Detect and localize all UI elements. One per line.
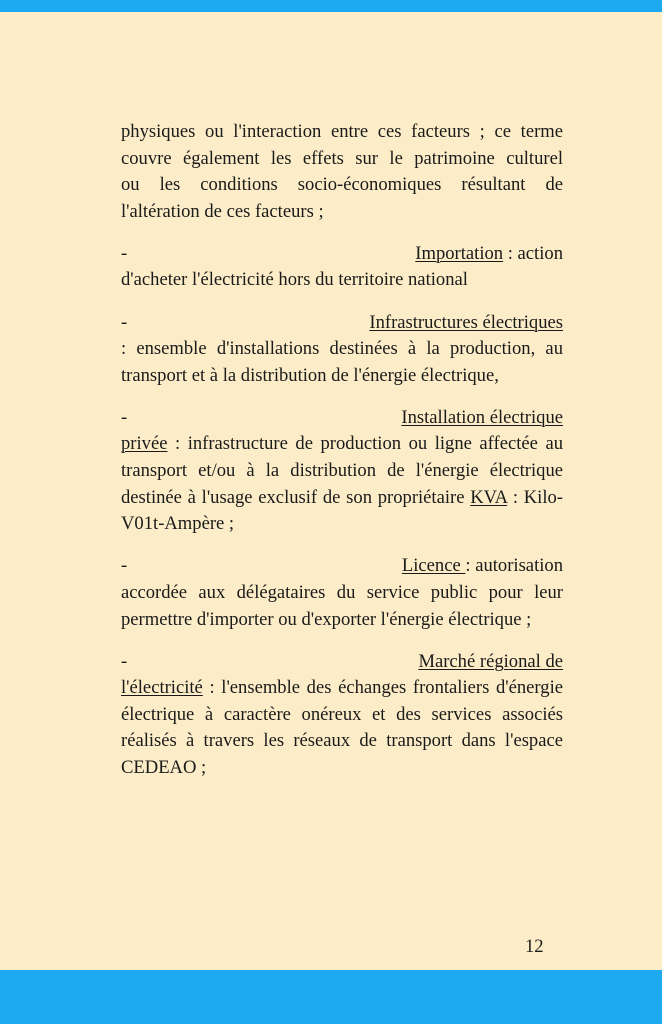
dash: - (121, 555, 128, 577)
term-rest: : action (503, 242, 563, 264)
dash: - (121, 311, 128, 333)
term-rest: : autorisation (465, 555, 563, 577)
page-number: 12 (525, 936, 544, 957)
top-bar (0, 0, 662, 12)
definition-marche (121, 649, 563, 782)
definition-installation (121, 405, 563, 538)
intro-line: physiques ou l'interaction entre ces facteurs ; ce terme (121, 121, 563, 142)
intro-line: ou les conditions socio-économiques résultant de (121, 174, 563, 196)
dash: - (121, 406, 128, 428)
intro-line: l'altération de ces facteurs ; (121, 200, 324, 222)
page-content (121, 119, 563, 797)
intro-line: couvre également les effets sur le patrimoine culturel (121, 147, 563, 169)
definition-body: privée : infrastructure de production ou ligne affectée au transport et/ou à la distribution de l'énergie électrique destinée à l'usage exclusif de son propriétaire KVA : Kilo-V01t-Ampère ; (121, 433, 563, 535)
definition-body: d'acheter l'électricité hors du territoire national (121, 269, 468, 291)
term-continued: privée (121, 433, 168, 455)
intro-paragraph (121, 119, 563, 225)
definition-infrastructures (121, 310, 563, 390)
term: Licence (401, 555, 466, 577)
term: Installation électrique (401, 406, 563, 428)
bottom-bar (0, 970, 662, 1024)
abbreviation: KVA (470, 486, 508, 508)
dash: - (121, 242, 128, 264)
definition-importation (121, 241, 563, 294)
term: Marché régional de (418, 650, 563, 672)
definition-body: : ensemble d'installations destinées à la production, au transport et à la distribution de l'énergie électrique, (121, 338, 563, 386)
definition-body: accordée aux délégataires du service public pour leur permettre d'importer ou d'exporter l'énergie électrique ; (121, 581, 563, 630)
definition-licence (121, 553, 563, 633)
term: Importation (415, 242, 504, 264)
definition-body: l'électricité : l'ensemble des échanges frontaliers d'énergie électrique à caractère onéreux et des services associés réalisés à travers les réseaux de transport dans l'espace CEDEAO ; (121, 677, 563, 778)
dash: - (121, 650, 128, 672)
term: Infrastructures électriques (369, 311, 563, 333)
term-continued: l'électricité (121, 677, 203, 699)
